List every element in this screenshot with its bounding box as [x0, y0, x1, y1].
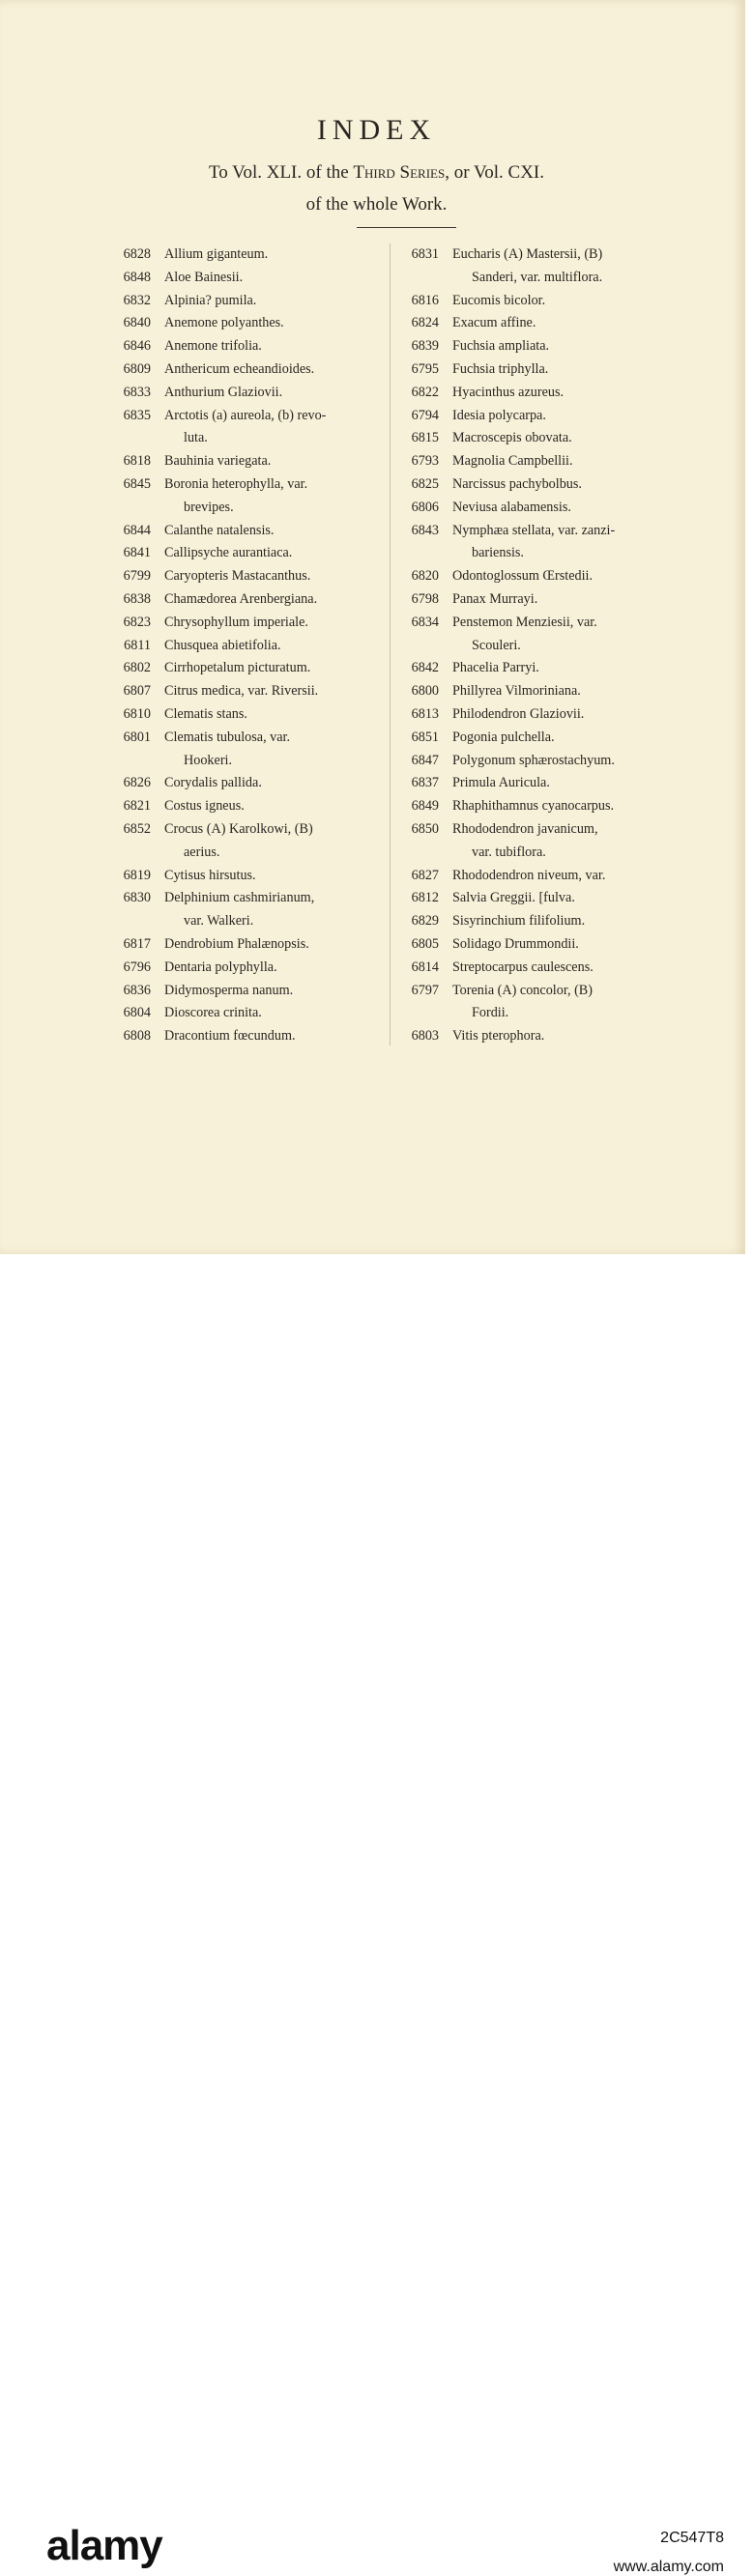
index-entry: [394, 612, 663, 658]
plant-name: Neviusa alabamensis.: [452, 499, 571, 515]
plate-number: 6795: [411, 360, 439, 377]
plant-name: Arctotis (a) aureola, (b) revo-: [164, 407, 327, 423]
plant-name-continuation: bariensis.: [472, 545, 524, 561]
plant-name: Pogonia pulchella.: [452, 729, 555, 745]
index-entry: [101, 680, 381, 703]
plant-name: Streptocarpus caulescens.: [452, 959, 594, 975]
plate-number: 6849: [411, 798, 439, 815]
plant-name-continuation: var. Walkeri.: [184, 913, 254, 930]
index-entry: [101, 565, 381, 588]
plant-name-continuation: aerius.: [184, 844, 220, 860]
plant-name: Fuchsia ampliata.: [452, 338, 550, 355]
plate-number: 6821: [123, 798, 151, 815]
index-entry: [101, 933, 381, 957]
index-entry: [394, 473, 663, 497]
plate-number: 6852: [123, 820, 151, 837]
alamy-logo: alamy: [46, 2522, 162, 2569]
plant-name: Cytisus hirsutus.: [164, 867, 256, 883]
index-entry: [101, 1002, 381, 1025]
plant-name: Macroscepis obovata.: [452, 430, 572, 446]
plate-number: 6832: [123, 292, 151, 308]
plant-name: Cirrhopetalum picturatum.: [164, 660, 311, 676]
plate-number: 6817: [123, 935, 151, 952]
plant-name-continuation: Scouleri.: [472, 637, 521, 653]
plate-number: 6793: [411, 453, 439, 470]
plant-name: Citrus medica, var. Riversii.: [164, 683, 319, 700]
plant-name: Anthericum echeandioides.: [164, 360, 315, 377]
index-entry: [394, 1025, 663, 1048]
plant-name: Magnolia Campbellii.: [452, 453, 573, 470]
index-entry: [394, 335, 663, 358]
plant-name: Delphinium cashmirianum,: [164, 890, 315, 906]
plant-name-continuation: Sanderi, var. multiflora.: [472, 269, 603, 285]
index-entry: [101, 772, 381, 795]
plate-number: 6810: [123, 705, 151, 722]
plant-name: Chrysophyllum imperiale.: [164, 614, 308, 630]
plate-number: 6823: [123, 614, 151, 630]
plant-name: Anemone polyanthes.: [164, 315, 284, 331]
plate-number: 6799: [123, 568, 151, 585]
plant-name: Exacum affine.: [452, 315, 536, 331]
plate-number: 6808: [123, 1028, 151, 1045]
plant-name: Vitis pterophora.: [452, 1028, 545, 1045]
title-rule: [357, 227, 456, 228]
index-entry: [394, 680, 663, 703]
plant-name: Fuchsia triphylla.: [452, 360, 549, 377]
index-entry: [394, 657, 663, 680]
plate-number: 6843: [411, 522, 439, 538]
index-entry: [394, 382, 663, 405]
plant-name: Nymphæa stellata, var. zanzi-: [452, 522, 616, 538]
plate-number: 6830: [123, 890, 151, 906]
plate-number: 6805: [411, 935, 439, 952]
index-entry: [101, 795, 381, 818]
plate-number: 6798: [411, 590, 439, 607]
plate-number: 6839: [411, 338, 439, 355]
index-entry: [394, 565, 663, 588]
plate-number: 6803: [411, 1028, 439, 1045]
plate-number: 6847: [411, 752, 439, 768]
plate-number: 6841: [123, 545, 151, 561]
subtitle-line-2: of the whole Work.: [305, 194, 448, 215]
index-entry: [394, 865, 663, 888]
plate-number: 6807: [123, 683, 151, 700]
index-column-right: [394, 243, 663, 1048]
plant-name: Allium giganteum.: [164, 246, 269, 262]
plant-name: Phacelia Parryi.: [452, 660, 539, 676]
index-entry: [394, 727, 663, 750]
plant-name: Eucomis bicolor.: [452, 292, 546, 308]
plant-name: Dentaria polyphylla.: [164, 959, 277, 975]
index-entry: [101, 1025, 381, 1048]
index-entry: [394, 772, 663, 795]
plant-name: Primula Auricula.: [452, 775, 550, 791]
plate-number: 6809: [123, 360, 151, 377]
column-divider: [390, 243, 391, 1045]
plant-name: Costus igneus.: [164, 798, 245, 815]
plant-name: Crocus (A) Karolkowi, (B): [164, 820, 313, 837]
plant-name: Chusquea abietifolia.: [164, 637, 281, 653]
index-entry: [101, 635, 381, 658]
index-entry: [394, 980, 663, 1026]
plate-number: 6834: [411, 614, 439, 630]
plant-name: Phillyrea Vilmoriniana.: [452, 683, 581, 700]
index-entry: [394, 427, 663, 450]
plant-name: Dioscorea crinita.: [164, 1005, 262, 1021]
plate-number: 6828: [123, 246, 151, 262]
index-entry: [101, 267, 381, 290]
plate-number: 6815: [411, 430, 439, 446]
plate-number: 6838: [123, 590, 151, 607]
index-entry: [101, 405, 381, 451]
plant-name: Anthurium Glaziovii.: [164, 384, 283, 400]
plant-name: Didymosperma nanum.: [164, 982, 294, 998]
index-entry: [394, 818, 663, 865]
plant-name: Corydalis pallida.: [164, 775, 262, 791]
index-entry: [101, 243, 381, 267]
plate-number: 6804: [123, 1005, 151, 1021]
plate-number: 6833: [123, 384, 151, 400]
plant-name: Clematis tubulosa, var.: [164, 729, 291, 745]
index-entry: [101, 980, 381, 1003]
index-entry: [101, 703, 381, 727]
index-entry: [101, 727, 381, 773]
plant-name: Rhododendron javanicum,: [452, 820, 598, 837]
plant-name-continuation: luta.: [184, 430, 208, 446]
index-column-left: [101, 243, 381, 1048]
plant-name-continuation: var. tubiflora.: [472, 844, 546, 860]
plant-name: Dendrobium Phalænopsis.: [164, 935, 309, 952]
plate-number: 6813: [411, 705, 439, 722]
plant-name-continuation: brevipes.: [184, 499, 234, 515]
plant-name: Calanthe natalensis.: [164, 522, 275, 538]
plant-name: Alpinia? pumila.: [164, 292, 257, 308]
plate-number: 6836: [123, 982, 151, 998]
index-entry: [101, 818, 381, 865]
index-entry: [394, 887, 663, 910]
plate-number: 6827: [411, 867, 439, 883]
index-entry: [394, 450, 663, 473]
plate-number: 6801: [123, 729, 151, 745]
page-title: INDEX: [316, 114, 437, 146]
plant-name: Panax Murrayi.: [452, 590, 538, 607]
subtitle-line-1: To Vol. XLI. of the Third Series, or Vol. CXI.: [208, 162, 544, 183]
plate-number: 6822: [411, 384, 439, 400]
plate-number: 6820: [411, 568, 439, 585]
index-entry: [101, 865, 381, 888]
index-entry: [394, 933, 663, 957]
plate-number: 6796: [123, 959, 151, 975]
index-entry: [101, 520, 381, 543]
plate-number: 6844: [123, 522, 151, 538]
plant-name: Eucharis (A) Mastersii, (B): [452, 246, 603, 262]
plate-number: 6824: [411, 315, 439, 331]
index-entry: [101, 312, 381, 335]
plate-number: 6819: [123, 867, 151, 883]
index-entry: [394, 290, 663, 313]
plate-number: 6826: [123, 775, 151, 791]
plate-number: 6816: [411, 292, 439, 308]
plant-name: Sisyrinchium filifolium.: [452, 913, 586, 930]
plant-name: Boronia heterophylla, var.: [164, 475, 308, 492]
plant-name-continuation: Fordii.: [472, 1005, 509, 1021]
index-entry: [394, 910, 663, 933]
plate-number: 6850: [411, 820, 439, 837]
plate-number: 6825: [411, 475, 439, 492]
image-code: 2C547T8: [660, 2530, 724, 2546]
plant-name: Polygonum sphærostachyum.: [452, 752, 615, 768]
plant-name: Idesia polycarpa.: [452, 407, 546, 423]
index-entry: [101, 612, 381, 635]
plant-name: Rhaphithamnus cyanocarpus.: [452, 798, 615, 815]
plant-name: Narcissus pachybolbus.: [452, 475, 582, 492]
index-entry: [101, 957, 381, 980]
index-entry: [101, 382, 381, 405]
plant-name: Salvia Greggii. [fulva.: [452, 890, 575, 906]
plate-number: 6831: [411, 246, 439, 262]
index-entry: [101, 290, 381, 313]
plant-name: Bauhinia variegata.: [164, 453, 272, 470]
index-entry: [101, 473, 381, 520]
index-entry: [394, 703, 663, 727]
index-entry: [101, 887, 381, 933]
index-entry: [394, 497, 663, 520]
plate-number: 6811: [124, 637, 151, 653]
index-entry: [101, 588, 381, 612]
plate-number: 6814: [411, 959, 439, 975]
plate-number: 6835: [123, 407, 151, 423]
plant-name: Dracontium fœcundum.: [164, 1028, 296, 1045]
plate-number: 6837: [411, 775, 439, 791]
index-entry: [394, 795, 663, 818]
index-entry: [394, 588, 663, 612]
plant-name: Caryopteris Mastacanthus.: [164, 568, 311, 585]
plate-number: 6806: [411, 499, 439, 515]
plate-number: 6840: [123, 315, 151, 331]
index-entry: [101, 542, 381, 565]
plate-number: 6802: [123, 660, 151, 676]
index-entry: [394, 358, 663, 382]
plate-number: 6797: [411, 982, 439, 998]
plate-number: 6829: [411, 913, 439, 930]
plant-name: Callipsyche aurantiaca.: [164, 545, 293, 561]
index-entry: [101, 657, 381, 680]
plant-name: Rhododendron niveum, var.: [452, 867, 606, 883]
plant-name: Odontoglossum Œrstedii.: [452, 568, 594, 585]
book-page: [0, 0, 745, 1254]
plant-name: Anemone trifolia.: [164, 338, 262, 355]
index-entry: [101, 450, 381, 473]
plant-name: Clematis stans.: [164, 705, 247, 722]
index-entry: [101, 358, 381, 382]
index-entry: [394, 520, 663, 566]
index-entry: [394, 243, 663, 290]
plant-name-continuation: Hookeri.: [184, 752, 233, 768]
plate-number: 6851: [411, 729, 439, 745]
plate-number: 6848: [123, 269, 151, 285]
index-entry: [394, 957, 663, 980]
plate-number: 6846: [123, 338, 151, 355]
plate-number: 6812: [411, 890, 439, 906]
plate-number: 6842: [411, 660, 439, 676]
plant-name: Chamædorea Arenbergiana.: [164, 590, 318, 607]
index-entry: [394, 750, 663, 773]
plate-number: 6818: [123, 453, 151, 470]
plate-number: 6845: [123, 475, 151, 492]
plate-number: 6800: [411, 683, 439, 700]
plant-name: Hyacinthus azureus.: [452, 384, 565, 400]
plate-number: 6794: [411, 407, 439, 423]
index-entry: [394, 405, 663, 428]
footer-url: www.alamy.com: [613, 2559, 724, 2575]
plant-name: Aloe Bainesii.: [164, 269, 244, 285]
index-entry: [101, 335, 381, 358]
plant-name: Solidago Drummondii.: [452, 935, 579, 952]
plant-name: Torenia (A) concolor, (B): [452, 982, 593, 998]
watermark-footer: [0, 1254, 753, 2575]
plant-name: Philodendron Glaziovii.: [452, 705, 585, 722]
plant-name: Penstemon Menziesii, var.: [452, 614, 597, 630]
index-entry: [394, 312, 663, 335]
